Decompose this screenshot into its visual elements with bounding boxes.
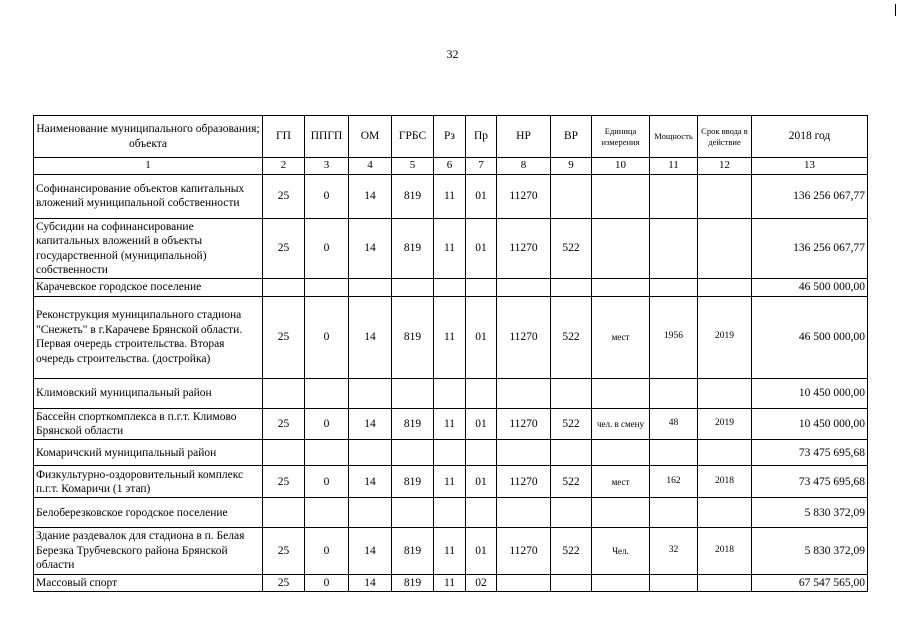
cell-gp: 25 xyxy=(263,528,305,574)
empty-cell xyxy=(466,378,497,408)
cell-capacity xyxy=(650,174,698,218)
empty-cell xyxy=(592,440,650,466)
empty-cell xyxy=(698,279,752,296)
cell-amount: 73 475 695,68 xyxy=(752,466,868,498)
empty-cell xyxy=(698,440,752,466)
index-cell: 12 xyxy=(698,158,752,175)
row-name: Софинансирование объектов капитальных вложений муниципальной собственности xyxy=(34,174,263,218)
header-nr: НР xyxy=(497,116,551,158)
cell-ppgp: 0 xyxy=(305,408,349,440)
table-row xyxy=(34,218,868,279)
table-row xyxy=(34,408,868,440)
row-name: Климовский муниципальный район xyxy=(34,378,263,408)
cell-amount: 73 475 695,68 xyxy=(752,440,868,466)
cell-grbs: 819 xyxy=(392,408,434,440)
page-number: 32 xyxy=(446,47,459,61)
empty-cell xyxy=(305,279,349,296)
index-cell: 4 xyxy=(349,158,392,175)
cell-vr: 522 xyxy=(551,466,592,498)
cell-nr: 11270 xyxy=(497,408,551,440)
cell-pr: 01 xyxy=(466,218,497,279)
cell-vr: 522 xyxy=(551,218,592,279)
empty-cell xyxy=(392,378,434,408)
cell-capacity: 1956 xyxy=(650,296,698,378)
empty-cell xyxy=(263,440,305,466)
header-year: 2018 год xyxy=(752,116,868,158)
empty-cell xyxy=(650,378,698,408)
empty-cell xyxy=(551,378,592,408)
cell-term: 2019 xyxy=(698,296,752,378)
empty-cell xyxy=(305,378,349,408)
cell-capacity: 162 xyxy=(650,466,698,498)
row-name: Массовый спорт xyxy=(34,574,263,591)
index-cell: 3 xyxy=(305,158,349,175)
row-name: Белоберезковское городское поселение xyxy=(34,498,263,528)
empty-cell xyxy=(434,378,466,408)
cell-amount: 10 450 000,00 xyxy=(752,378,868,408)
cell-nr: 11270 xyxy=(497,174,551,218)
cell-amount: 46 500 000,00 xyxy=(752,296,868,378)
cell-amount: 46 500 000,00 xyxy=(752,279,868,296)
header-om: ОМ xyxy=(349,116,392,158)
cell-unit xyxy=(592,174,650,218)
cell-term xyxy=(698,174,752,218)
cell-unit: мест xyxy=(592,296,650,378)
empty-cell xyxy=(592,574,650,591)
empty-cell xyxy=(392,440,434,466)
index-cell: 7 xyxy=(466,158,497,175)
cell-rz: 11 xyxy=(434,296,466,378)
empty-cell xyxy=(349,440,392,466)
empty-cell xyxy=(497,498,551,528)
empty-cell xyxy=(592,378,650,408)
cell-nr: 11270 xyxy=(497,296,551,378)
empty-cell xyxy=(263,498,305,528)
empty-cell xyxy=(497,279,551,296)
index-row xyxy=(34,158,868,175)
cell-capacity: 32 xyxy=(650,528,698,574)
empty-cell xyxy=(650,279,698,296)
cell-gp: 25 xyxy=(263,466,305,498)
cell-rz: 11 xyxy=(434,218,466,279)
table-row xyxy=(34,574,868,591)
cell-amount: 5 830 372,09 xyxy=(752,528,868,574)
cell-om: 14 xyxy=(349,408,392,440)
cell-grbs: 819 xyxy=(392,574,434,591)
cell-term: 2018 xyxy=(698,528,752,574)
empty-cell xyxy=(551,440,592,466)
empty-cell xyxy=(434,498,466,528)
section-row xyxy=(34,279,868,296)
cell-vr: 522 xyxy=(551,528,592,574)
cell-rz: 11 xyxy=(434,408,466,440)
index-cell: 5 xyxy=(392,158,434,175)
cell-capacity: 48 xyxy=(650,408,698,440)
row-name: Карачевское городское поселение xyxy=(34,279,263,296)
empty-cell xyxy=(434,279,466,296)
cell-ppgp: 0 xyxy=(305,528,349,574)
cell-om: 14 xyxy=(349,574,392,591)
cell-om: 14 xyxy=(349,218,392,279)
empty-cell xyxy=(551,279,592,296)
empty-cell xyxy=(497,574,551,591)
empty-cell xyxy=(349,279,392,296)
header-vr: ВР xyxy=(551,116,592,158)
empty-cell xyxy=(497,440,551,466)
cell-vr xyxy=(551,174,592,218)
cell-rz: 11 xyxy=(434,574,466,591)
cell-nr: 11270 xyxy=(497,528,551,574)
empty-cell xyxy=(305,440,349,466)
empty-cell xyxy=(551,574,592,591)
cell-unit xyxy=(592,218,650,279)
cell-rz: 11 xyxy=(434,528,466,574)
cell-om: 14 xyxy=(349,466,392,498)
cell-term xyxy=(698,218,752,279)
index-cell: 13 xyxy=(752,158,868,175)
header-name: Наименование муниципального образования; объекта xyxy=(34,116,263,158)
header-pr: Пр xyxy=(466,116,497,158)
cell-ppgp: 0 xyxy=(305,296,349,378)
index-cell: 6 xyxy=(434,158,466,175)
index-cell: 8 xyxy=(497,158,551,175)
cell-term: 2019 xyxy=(698,408,752,440)
corner-mark xyxy=(895,4,896,16)
budget-table xyxy=(33,115,868,592)
cell-grbs: 819 xyxy=(392,466,434,498)
row-name: Здание раздевалок для стадиона в п. Белая Березка Трубчевского района Брянской области xyxy=(34,528,263,574)
empty-cell xyxy=(466,440,497,466)
table-row xyxy=(34,174,868,218)
cell-ppgp: 0 xyxy=(305,218,349,279)
empty-cell xyxy=(650,440,698,466)
row-name: Физкультурно-оздоровительный комплекс п.г.т. Комаричи (1 этап) xyxy=(34,466,263,498)
header-row xyxy=(34,116,868,158)
row-name: Реконструкция муниципального стадиона "Снежеть" в г.Карачеве Брянской области. Первая очередь строительства. Вторая очередь строительства. (достройка) xyxy=(34,296,263,378)
empty-cell xyxy=(434,440,466,466)
cell-pr: 01 xyxy=(466,296,497,378)
empty-cell xyxy=(698,574,752,591)
empty-cell xyxy=(305,498,349,528)
cell-gp: 25 xyxy=(263,574,305,591)
empty-cell xyxy=(466,498,497,528)
empty-cell xyxy=(392,498,434,528)
header-ppgp: ППГП xyxy=(305,116,349,158)
cell-ppgp: 0 xyxy=(305,174,349,218)
table-row xyxy=(34,466,868,498)
row-name: Субсидии на софинансирование капитальных вложений в объекты государственной (муниципальной) собственности xyxy=(34,218,263,279)
index-cell: 1 xyxy=(34,158,263,175)
cell-amount: 67 547 565,00 xyxy=(752,574,868,591)
cell-pr: 01 xyxy=(466,174,497,218)
section-row xyxy=(34,440,868,466)
cell-om: 14 xyxy=(349,528,392,574)
cell-amount: 10 450 000,00 xyxy=(752,408,868,440)
cell-gp: 25 xyxy=(263,408,305,440)
table-row xyxy=(34,296,868,378)
header-gp: ГП xyxy=(263,116,305,158)
cell-amount: 136 256 067,77 xyxy=(752,174,868,218)
cell-amount: 136 256 067,77 xyxy=(752,218,868,279)
empty-cell xyxy=(698,498,752,528)
row-name: Бассейн спорткомплекса в п.г.т. Климово Брянской области xyxy=(34,408,263,440)
empty-cell xyxy=(349,378,392,408)
header-unit: Единица измерения xyxy=(592,116,650,158)
cell-pr: 02 xyxy=(466,574,497,591)
cell-vr: 522 xyxy=(551,296,592,378)
index-cell: 9 xyxy=(551,158,592,175)
index-cell: 2 xyxy=(263,158,305,175)
header-term: Срок ввода в действие xyxy=(698,116,752,158)
cell-gp: 25 xyxy=(263,296,305,378)
cell-pr: 01 xyxy=(466,408,497,440)
index-cell: 10 xyxy=(592,158,650,175)
cell-unit: чел. в смену xyxy=(592,408,650,440)
cell-unit: мест xyxy=(592,466,650,498)
section-row xyxy=(34,498,868,528)
cell-nr: 11270 xyxy=(497,466,551,498)
cell-unit: Чел. xyxy=(592,528,650,574)
cell-pr: 01 xyxy=(466,466,497,498)
cell-vr: 522 xyxy=(551,408,592,440)
header-grbs: ГРБС xyxy=(392,116,434,158)
empty-cell xyxy=(392,279,434,296)
cell-capacity xyxy=(650,218,698,279)
cell-amount: 5 830 372,09 xyxy=(752,498,868,528)
empty-cell xyxy=(592,279,650,296)
header-capacity: Мощность xyxy=(650,116,698,158)
cell-grbs: 819 xyxy=(392,218,434,279)
cell-om: 14 xyxy=(349,296,392,378)
cell-om: 14 xyxy=(349,174,392,218)
empty-cell xyxy=(551,498,592,528)
header-rz: Рз xyxy=(434,116,466,158)
empty-cell xyxy=(650,574,698,591)
empty-cell xyxy=(497,378,551,408)
empty-cell xyxy=(263,378,305,408)
cell-rz: 11 xyxy=(434,466,466,498)
cell-grbs: 819 xyxy=(392,174,434,218)
empty-cell xyxy=(650,498,698,528)
cell-pr: 01 xyxy=(466,528,497,574)
row-name: Комаричский муниципальный район xyxy=(34,440,263,466)
empty-cell xyxy=(592,498,650,528)
cell-grbs: 819 xyxy=(392,528,434,574)
cell-gp: 25 xyxy=(263,174,305,218)
cell-term: 2018 xyxy=(698,466,752,498)
cell-rz: 11 xyxy=(434,174,466,218)
cell-ppgp: 0 xyxy=(305,466,349,498)
empty-cell xyxy=(698,378,752,408)
cell-grbs: 819 xyxy=(392,296,434,378)
empty-cell xyxy=(263,279,305,296)
index-cell: 11 xyxy=(650,158,698,175)
cell-gp: 25 xyxy=(263,218,305,279)
cell-ppgp: 0 xyxy=(305,574,349,591)
table-row xyxy=(34,528,868,574)
empty-cell xyxy=(349,498,392,528)
cell-nr: 11270 xyxy=(497,218,551,279)
section-row xyxy=(34,378,868,408)
empty-cell xyxy=(466,279,497,296)
